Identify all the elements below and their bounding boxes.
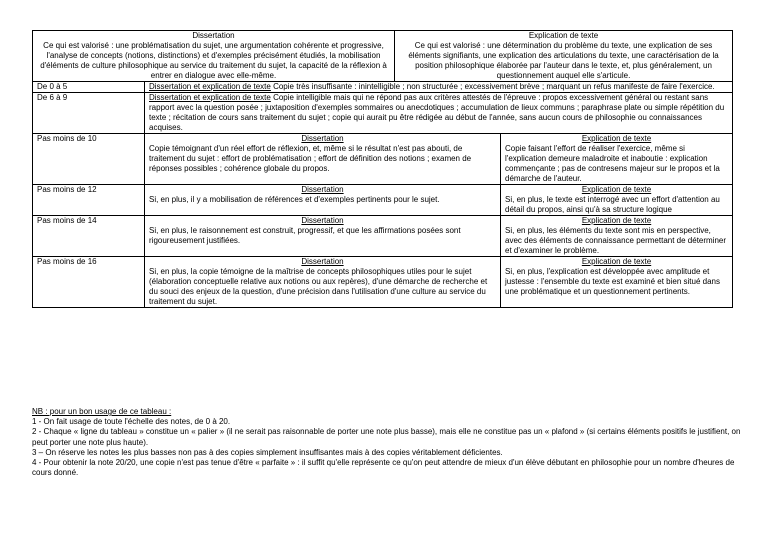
row-dissertation-title: Dissertation	[301, 257, 344, 266]
row-dissertation-cell	[145, 216, 501, 257]
row-explication-title: Explication de texte	[581, 134, 652, 143]
note-item: 4 - Pour obtenir la note 20/20, une copie n'est pas tenue d'être « parfaite » : il suffit qu'elle représente ce qu'on peut attendre de mieux d'un élève débutant en philosophie pour un nombre d'heures de cours donné.	[32, 458, 735, 478]
row-dissertation-title: Dissertation	[301, 134, 344, 143]
header-dissertation-cell	[33, 31, 395, 82]
row-dissertation-text: Si, en plus, la copie témoigne de la maîtrise de concepts philosophiques utiles pour le sujet (élaboration conceptuelle relative aux notions ou aux repères), d'une démarche de recherche et du souci des enjeux de la question, d'une précision dans l'utilisation d'une culture au service du traitement du sujet.	[149, 267, 488, 306]
row-dissertation-cell	[145, 257, 501, 308]
row-explication-cell	[501, 216, 733, 257]
row-explication-title: Explication de texte	[581, 185, 652, 194]
row-dissertation-cell	[145, 134, 501, 185]
usage-notes	[32, 407, 756, 479]
row-heading: Dissertation et explication de texte	[149, 93, 271, 102]
row-dissertation-title: Dissertation	[301, 216, 344, 225]
row-label: De 0 à 5	[33, 82, 145, 93]
row-explication-cell	[501, 257, 733, 308]
notes-title: NB : pour un bon usage de ce tableau :	[32, 407, 172, 416]
table-row	[33, 216, 733, 257]
row-explication-text: Si, en plus, les éléments du texte sont mis en perspective, avec des éléments de connaissance permettant de déterminer et d'examiner le problème.	[505, 226, 727, 255]
row-label: Pas moins de 10	[33, 134, 145, 185]
row-heading: Dissertation et explication de texte	[149, 82, 271, 91]
row-text: Copie intelligible mais qui ne répond pas aux critères attestés de l'épreuve : propos excessivement général ou restant sans rapport avec la question posée ; juxtaposition d'exemples sommaires ou anecdotiques ; accumulation de lieux communs ; paraphrase plate ou simple répétition du texte ; récitation de cours sans traitement du sujet ; copie qui aurait pu être rédigée au début de l'année, sans aucun cours de philosophie ou connaissances acquises.	[149, 93, 725, 132]
table-row	[33, 134, 733, 185]
table-row	[33, 257, 733, 308]
header-explication-cell	[395, 31, 733, 82]
note-item: 1 - On fait usage de toute l'échelle des notes, de 0 à 20.	[32, 417, 231, 427]
header-dissertation-title: Dissertation	[192, 31, 235, 40]
table-row	[33, 82, 733, 93]
row-dissertation-title: Dissertation	[301, 185, 344, 194]
row-label: De 6 à 9	[33, 93, 145, 134]
row-dissertation-text: Copie témoignant d'un réel effort de réflexion, et, même si le résultat n'est pas abouti, de traitement du sujet : effort de problématisation ; effort de définition des notions ; examen de réponses possibles ; cohérence globale du propos.	[149, 144, 472, 173]
row-label: Pas moins de 12	[33, 185, 145, 216]
note-item: 2 - Chaque « ligne du tableau » constitue un « palier » (il ne serait pas raisonnable de porter une note plus basse), mais elle ne constitue pas un « plafond » (si certains éléments positifs le justifient, on peut porter une note plus haute).	[32, 427, 741, 447]
table-row	[33, 93, 733, 134]
grading-table	[32, 30, 733, 308]
row-combined-cell	[145, 82, 733, 93]
row-explication-title: Explication de texte	[581, 216, 652, 225]
row-explication-title: Explication de texte	[581, 257, 652, 266]
row-dissertation-cell	[145, 185, 501, 216]
row-explication-text: Si, en plus, l'explication est développée avec amplitude et justesse : l'ensemble du texte est examiné et bien situé dans une problématique et un questionnement pertinents.	[505, 267, 720, 296]
row-dissertation-text: Si, en plus, le raisonnement est construit, progressif, et que les affirmations posées sont rigoureusement justifiées.	[149, 226, 461, 245]
row-combined-cell	[145, 93, 733, 134]
row-explication-cell	[501, 185, 733, 216]
row-dissertation-text: Si, en plus, il y a mobilisation de références et d'exemples pertinents pour le sujet.	[149, 195, 440, 204]
row-label: Pas moins de 16	[33, 257, 145, 308]
header-row	[33, 31, 733, 82]
header-explication-title: Explication de texte	[528, 31, 599, 40]
header-explication-text: Ce qui est valorisé : une détermination du problème du texte, une explication de ses éléments signifiants, une explication des articulations du texte, une caractérisation de la position philosophique élaborée par l'auteur dans le texte, et, plus généralement, un questionnement auquel elle s'articule.	[408, 41, 719, 80]
row-text: Copie très insuffisante : inintelligible ; non structurée ; excessivement brève ; marquant un refus manifeste de faire l'exercice.	[270, 82, 715, 91]
row-label: Pas moins de 14	[33, 216, 145, 257]
header-dissertation-text: Ce qui est valorisé : une problématisation du sujet, une argumentation cohérente et progressive, l'analyse de concepts (notions, distinctions) et d'exemples précisément étudiés, la mobilisation d'éléments de culture philosophique au service du traitement du sujet, la capacité de la réflexion à entrer en dialogue avec elle-même.	[40, 41, 387, 80]
row-explication-cell	[501, 134, 733, 185]
row-explication-text: Si, en plus, le texte est interrogé avec un effort d'attention au détail du propos, ainsi qu'à sa structure logique	[505, 195, 720, 214]
table-row	[33, 185, 733, 216]
row-explication-text: Copie faisant l'effort de réaliser l'exercice, même si l'explication demeure maladroite et inaboutie : explication commençante ; pas de contresens majeur sur le propos et la démarche de l'auteur.	[505, 144, 720, 183]
note-item: 3 – On réserve les notes les plus basses non pas à des copies simplement insuffisantes mais à des copies véritablement déficientes.	[32, 447, 503, 457]
